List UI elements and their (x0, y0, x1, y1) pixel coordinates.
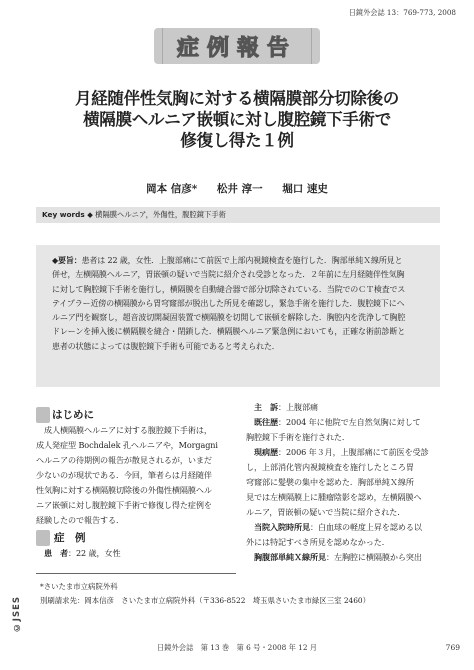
intro-heading-first: は (52, 409, 63, 421)
body-line: 成人発症型 Bochdalek 孔ヘルニアや，Morgagni (36, 440, 218, 450)
author-1: 岡本 信彦* (146, 183, 198, 195)
body-line: ヘルニアの待期例の報告が散見されるが，いまだ (36, 455, 212, 465)
xray-text: ：左胸腔に横隔膜から突出 (325, 552, 422, 562)
present-label: 現病歴 (254, 447, 278, 457)
patient-label: 患 者 (44, 548, 68, 558)
keywords-bar (36, 207, 440, 223)
category-label: 症例報告 (176, 35, 297, 61)
category-banner (154, 28, 320, 64)
body-line: 見では左横隔膜上に腫瘤陰影を認め，左横隔膜ヘ (246, 492, 422, 502)
keywords-text: 横隔膜ヘルニア，外傷性，腹腔鏡下手術 (95, 210, 226, 219)
author-2: 松井 淳一 (216, 183, 263, 195)
abstract-line: に対して胸腔鏡下手術を施行し，横隔膜を自動縫合器で部分切除されている．当院でのＣＴ検査でス (52, 284, 406, 294)
left-column (36, 407, 236, 561)
abstract-line-text: 患者は 22 歳，女性．上腹部痛にて前医で上部内視鏡検査を施行した．胸部単純Ｘ線所見と (81, 256, 403, 265)
footnote-divider (36, 573, 236, 574)
journal-reference: 日鏡外会誌 13：769-773, 2008 (348, 8, 456, 17)
heading-marker (36, 407, 50, 423)
body-line: し，上部消化管内視鏡検査を施行したところ胃 (246, 462, 414, 472)
body-line: 少ないのが現状である．今回，筆者らは月経随伴 (36, 470, 212, 480)
history-label: 既往歴 (254, 417, 278, 427)
intro-heading (36, 407, 236, 423)
keywords-label: Key words ◆ (42, 210, 93, 219)
admission-line (246, 520, 450, 535)
author-3: 堀口 速史 (282, 183, 328, 195)
right-column (246, 400, 450, 565)
title-line-1: 月経随伴性気胸に対する横隔膜部分切除後の (74, 89, 399, 108)
reprint-note: 別刷請求先：岡本信彦 さいたま市立病院外科（〒336-8522 埼玉県さいたま市緑区三室 2460） (40, 596, 371, 605)
abstract-lead: ◆要旨： (52, 256, 82, 265)
body-line: ニア嵌頓に対し腹腔鏡下手術で修復し得た症例を (36, 500, 212, 510)
chief-complaint (246, 400, 450, 415)
abstract-line: ルニア門を観察し，超音波切開凝固装置で横隔膜を切開して嵌頓を解除した．胸腔内を洗浄して胸腔 (52, 313, 406, 323)
body-line: ルニア，胃嵌頓の疑いで当院に紹介された． (246, 507, 406, 517)
page-footer: 日鏡外会誌 第 13 巻 第 6 号・2008 年 12 月 (156, 643, 318, 652)
admission-label: 当院入院時所見 (254, 522, 310, 532)
body-line: 外には特記すべき所見を認めなかった． (246, 537, 390, 547)
body-line: 穹窿部に髪襞の集中を認めた．胸部単純Ｘ線所 (246, 477, 414, 487)
body-line: 経験したので報告する． (36, 515, 124, 525)
title-line-3: 修復し得た１例 (180, 131, 294, 150)
abstract-line: 患者の状態によっては腹腔鏡下手術も可能であると考えられた． (52, 341, 280, 351)
patient-value: ：22 歳，女性 (67, 548, 121, 558)
chief-label: 主 訴 (254, 402, 278, 412)
footnotes (40, 580, 370, 608)
page-number: 769 (445, 643, 460, 652)
abstract-line: ドレーンを挿入後に横隔膜を縫合・閉鎖した．横隔膜ヘルニア緊急例においても，正確な術前診断と (52, 327, 406, 337)
history-line (246, 415, 450, 430)
abstract-box (36, 245, 440, 387)
admission-text: ：白血球の軽度上昇を認める以 (309, 522, 422, 532)
case-heading-text: 症 例 (54, 532, 86, 544)
title-line-2: 横隔膜ヘルニア嵌頓に対し腹腔鏡下手術で (83, 110, 391, 129)
chief-value: ：上腹部痛 (277, 402, 318, 412)
body-line: 胸腔鏡下手術を施行された． (246, 432, 350, 442)
patient-line (36, 546, 236, 561)
abstract-line: 併せ，左横隔膜ヘルニア，胃嵌頓の疑いで当院に紹介され受診となった．２年前に左月経随伴性気胸 (52, 270, 405, 280)
xray-label: 胸腹部単純Ｘ線所見 (254, 552, 326, 562)
jses-logo: ©JSES (12, 596, 22, 633)
affiliation-note: *さいたま市立病院外科 (40, 582, 118, 591)
present-text: ：2006 年３月，上腹部痛にて前医を受診 (277, 447, 429, 457)
author-list (0, 181, 474, 196)
banner-frame (162, 28, 312, 64)
heading-marker (36, 530, 50, 546)
abstract-line: テイプラー近傍の横隔膜から胃穹窿部が脱出した所見を確認し，緊急手術を施行した．腹腔鏡下にヘ (52, 298, 405, 308)
history-text: ：2004 年に他院で左自然気胸に対して (277, 417, 421, 427)
present-line (246, 445, 450, 460)
body-line: 成人横隔膜ヘルニアに対する腹腔鏡下手術は， (44, 425, 212, 435)
article-title (20, 88, 454, 151)
xray-line (246, 550, 450, 565)
case-heading (36, 530, 236, 546)
abstract-line (52, 254, 428, 268)
intro-heading-rest: じめに (62, 409, 94, 421)
body-line: 性気胸に対する横隔膜切除後の外傷性横隔膜ヘル (36, 485, 212, 495)
